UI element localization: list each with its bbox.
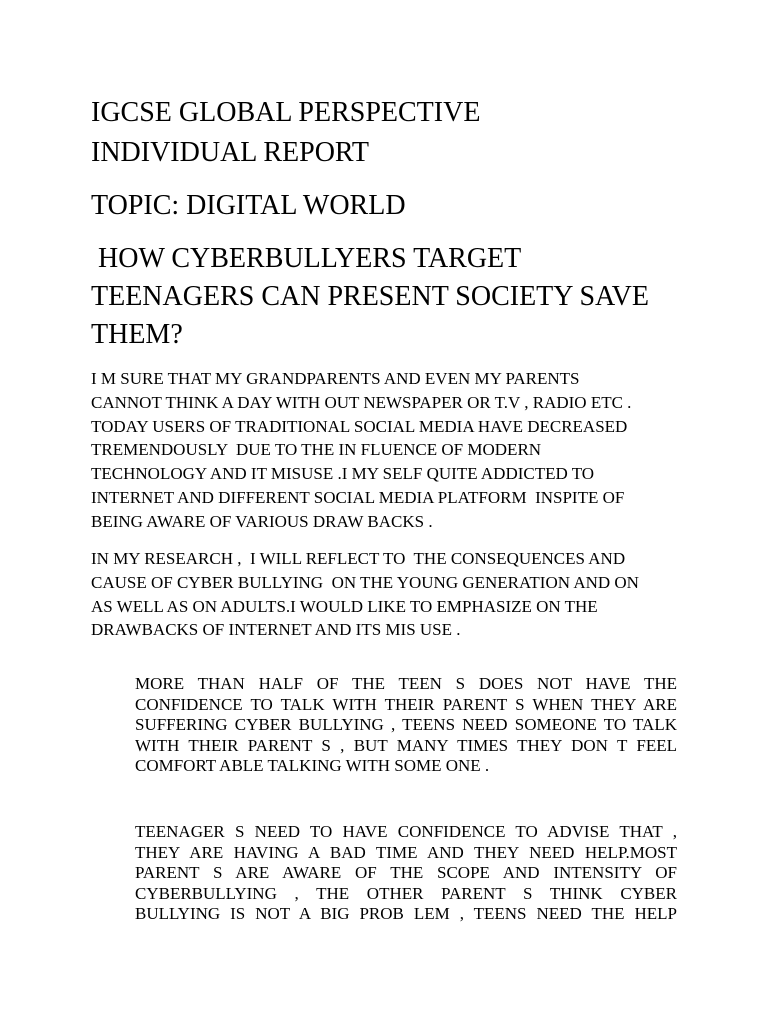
research-question-line: HOW CYBERBULLYERS TARGET: [91, 243, 522, 274]
paragraph-line: SUFFERING CYBER BULLYING , TEENS NEED SOMEONE TO TALK: [135, 715, 677, 734]
paragraph-line: TECHNOLOGY AND IT MISUSE .I MY SELF QUITE ADDICTED TO: [91, 464, 595, 484]
paragraph-line: TEENAGER S NEED TO HAVE CONFIDENCE TO ADVISE THAT ,: [135, 822, 677, 841]
paragraph-line: CONFIDENCE TO TALK WITH THEIR PARENT S WHEN THEY ARE: [135, 694, 677, 714]
report-title-line-2: INDIVIDUAL REPORT: [91, 137, 370, 168]
paragraph-line: BULLYING IS NOT A BIG PROB LEM , TEENS NEED THE HELP: [135, 904, 677, 923]
paragraph-line: IN MY RESEARCH , I WILL REFLECT TO THE CONSEQUENCES AND: [91, 549, 626, 568]
paragraph-line: DRAWBACKS OF INTERNET AND ITS MIS USE .: [91, 620, 461, 640]
paragraph-line: I M SURE THAT MY GRANDPARENTS AND EVEN MY PARENTS: [91, 369, 580, 388]
report-topic: TOPIC: DIGITAL WORLD: [91, 190, 406, 221]
research-paragraph: [91, 547, 691, 642]
indented-paragraph-teens-confidence: [135, 674, 677, 777]
paragraph-line: CYBERBULLYING , THE OTHER PARENT S THINK CYBER: [135, 883, 677, 903]
paragraph-line: WITH THEIR PARENT S , BUT MANY TIMES THEY DON T FEEL: [135, 735, 677, 755]
research-question-line: THEM?: [91, 319, 183, 350]
paragraph-line: TREMENDOUSLY DUE TO THE IN FLUENCE OF MODERN: [91, 440, 542, 460]
indented-paragraph-teens-help: [135, 822, 677, 925]
paragraph-line: CAUSE OF CYBER BULLYING ON THE YOUNG GENERATION AND ON: [91, 572, 639, 592]
research-question-line: TEENAGERS CAN PRESENT SOCIETY SAVE: [91, 281, 649, 312]
paragraph-line: AS WELL AS ON ADULTS.I WOULD LIKE TO EMPHASIZE ON THE: [91, 596, 598, 616]
paragraph-line: TODAY USERS OF TRADITIONAL SOCIAL MEDIA HAVE DECREASED: [91, 416, 628, 436]
paragraph-line: INTERNET AND DIFFERENT SOCIAL MEDIA PLATFORM INSPITE OF: [91, 487, 625, 507]
paragraph-line: BEING AWARE OF VARIOUS DRAW BACKS .: [91, 511, 433, 531]
paragraph-line: PARENT S ARE AWARE OF THE SCOPE AND INTENSITY OF: [135, 863, 677, 882]
paragraph-line: MORE THAN HALF OF THE TEEN S DOES NOT HAVE THE: [135, 674, 677, 693]
introduction-paragraph: [91, 367, 691, 534]
paragraph-line: CANNOT THINK A DAY WITH OUT NEWSPAPER OR T.V , RADIO ETC .: [91, 392, 632, 412]
report-title-line-1: IGCSE GLOBAL PERSPECTIVE: [91, 97, 481, 128]
research-question: [91, 240, 691, 354]
paragraph-line: THEY ARE HAVING A BAD TIME AND THEY NEED HELP.MOST: [135, 842, 677, 862]
paragraph-line: COMFORT ABLE TALKING WITH SOME ONE .: [135, 756, 490, 775]
